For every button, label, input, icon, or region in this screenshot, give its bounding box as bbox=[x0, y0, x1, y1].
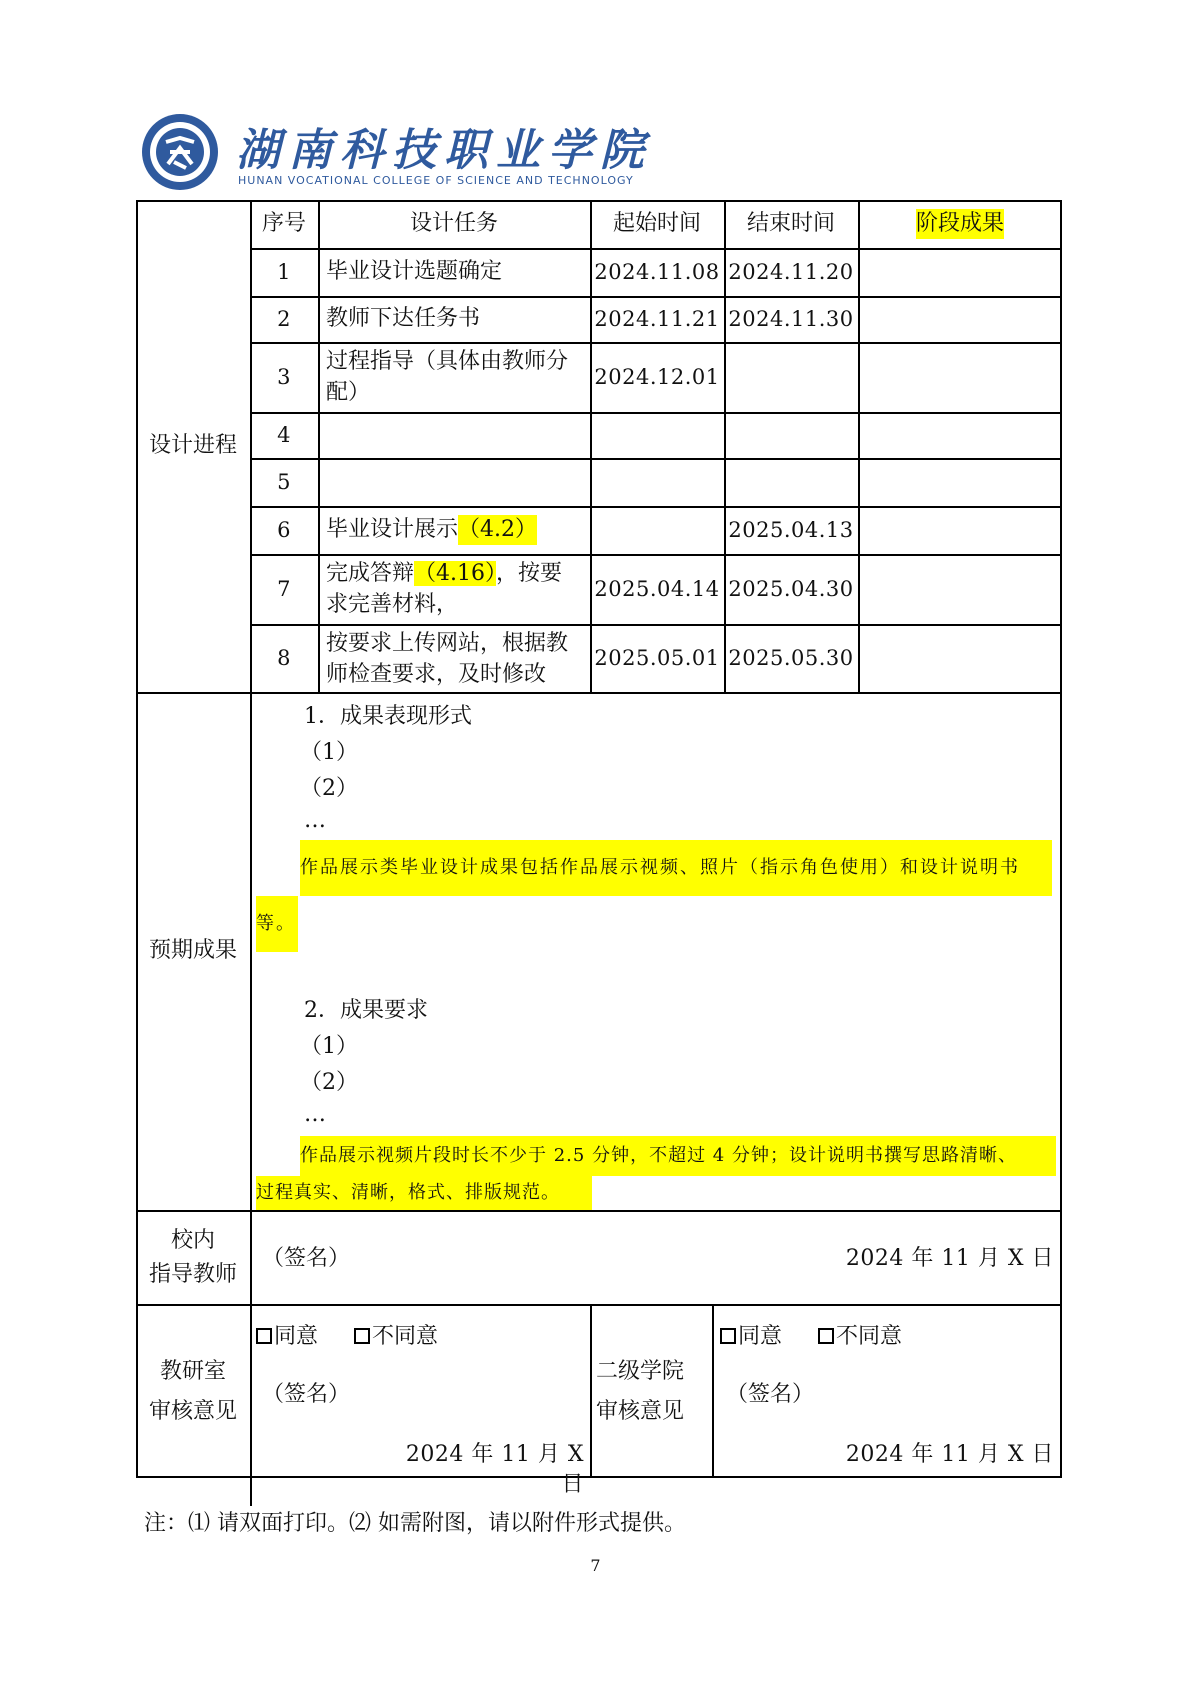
expected-item-2-3: … bbox=[304, 1102, 326, 1127]
expected-item-2-1: （1） bbox=[300, 1034, 358, 1059]
advisor-date: 2024 年 11 月 X 日 bbox=[845, 1246, 1054, 1271]
teaching-office-date: 2024 年 11 月 X 日 bbox=[405, 1442, 584, 1497]
expected-item-1-3: … bbox=[304, 808, 326, 833]
row-5-no: 5 bbox=[277, 470, 291, 494]
college-emblem-icon bbox=[140, 112, 220, 192]
row-2-start: 2024.11.21 bbox=[594, 307, 720, 331]
expected-item-2-2: （2） bbox=[300, 1070, 358, 1095]
row-6-no: 6 bbox=[277, 518, 291, 542]
college-agree-checkbox[interactable] bbox=[720, 1328, 736, 1344]
teaching-office-review-label: 教研室 审核意见 bbox=[148, 1359, 237, 1424]
expected-section-label: 预期成果 bbox=[148, 938, 237, 963]
disagree-checkbox[interactable] bbox=[354, 1328, 370, 1344]
row-3-task: 过程指导（具体由教师分 配） bbox=[326, 349, 569, 405]
expected-highlight-1a: 作品展示类毕业设计成果包括作品展示视频、照片（指示角色使用）和设计说明书 bbox=[300, 840, 1052, 896]
teaching-office-signature: （签名） bbox=[262, 1382, 351, 1407]
teaching-office-options: 同意 不同意 bbox=[256, 1322, 438, 1352]
row-7-start: 2025.04.14 bbox=[594, 577, 720, 601]
row-6-end: 2025.04.13 bbox=[728, 518, 854, 542]
row-6-task: 毕业设计展示 （4.2） bbox=[318, 506, 590, 554]
row-3-no: 3 bbox=[277, 365, 291, 389]
college-disagree-checkbox[interactable] bbox=[818, 1328, 834, 1344]
row-8-task: 按要求上传网站，根据教 师检查要求，及时修改 bbox=[326, 631, 569, 687]
college-logo bbox=[140, 112, 652, 192]
footnote: 注：⑴ 请双面打印。⑵ 如需附图，请以附件形式提供。 bbox=[144, 1511, 686, 1536]
expected-item-1-2: （2） bbox=[300, 776, 358, 801]
header-start: 起始时间 bbox=[612, 211, 701, 236]
header-no: 序号 bbox=[261, 211, 306, 236]
expected-heading-2: 2．成果要求 bbox=[304, 998, 428, 1023]
advisor-signature: （签名） bbox=[262, 1246, 351, 1271]
row-2-end: 2024.11.30 bbox=[728, 307, 854, 331]
row-2-no: 2 bbox=[277, 307, 291, 331]
row-7-task: 完成答辩（4.16），按要 求完善材料， bbox=[326, 561, 563, 617]
college-name-cn: 湖南科技职业学院 bbox=[236, 125, 652, 176]
row-1-end: 2024.11.20 bbox=[728, 260, 854, 284]
expected-highlight-1b: 等。 bbox=[256, 896, 298, 952]
row-4-no: 4 bbox=[277, 423, 291, 447]
row-1-task: 毕业设计选题确定 bbox=[326, 259, 503, 284]
expected-item-1-1: （1） bbox=[300, 740, 358, 765]
expected-highlight-2a: 作品展示视频片段时长不少于 2.5 分钟，不超过 4 分钟；设计说明书撰写思路清晰、 bbox=[300, 1136, 1056, 1176]
page-number: 7 bbox=[590, 1556, 601, 1575]
header-end: 结束时间 bbox=[746, 211, 835, 236]
college-review-label: 二级学院 审核意见 bbox=[596, 1359, 685, 1424]
header-stage-result: 阶段成果 bbox=[858, 200, 1062, 248]
header-task: 设计任务 bbox=[409, 211, 498, 236]
row-7-end: 2025.04.30 bbox=[728, 577, 854, 601]
college-review-date: 2024 年 11 月 X 日 bbox=[845, 1442, 1054, 1467]
row-8-start: 2025.05.01 bbox=[594, 646, 720, 670]
row-7-no: 7 bbox=[277, 577, 291, 601]
agree-checkbox[interactable] bbox=[256, 1328, 272, 1344]
college-name-en: HUNAN VOCATIONAL COLLEGE OF SCIENCE AND TECHNOLOGY bbox=[238, 174, 634, 187]
advisor-label: 校内 指导教师 bbox=[148, 1228, 237, 1287]
row-3-start: 2024.12.01 bbox=[594, 365, 720, 389]
expected-heading-1: 1．成果表现形式 bbox=[304, 704, 472, 729]
row-2-task: 教师下达任务书 bbox=[326, 306, 481, 331]
college-review-options: 同意 不同意 bbox=[720, 1322, 902, 1352]
row-8-end: 2025.05.30 bbox=[728, 646, 854, 670]
row-8-no: 8 bbox=[277, 646, 291, 670]
progress-section-label: 设计进程 bbox=[148, 433, 237, 458]
row-1-start: 2024.11.08 bbox=[594, 260, 720, 284]
college-review-signature: （签名） bbox=[726, 1382, 815, 1407]
expected-highlight-2b: 过程真实、清晰，格式、排版规范。 bbox=[256, 1176, 592, 1210]
row-1-no: 1 bbox=[277, 260, 291, 284]
